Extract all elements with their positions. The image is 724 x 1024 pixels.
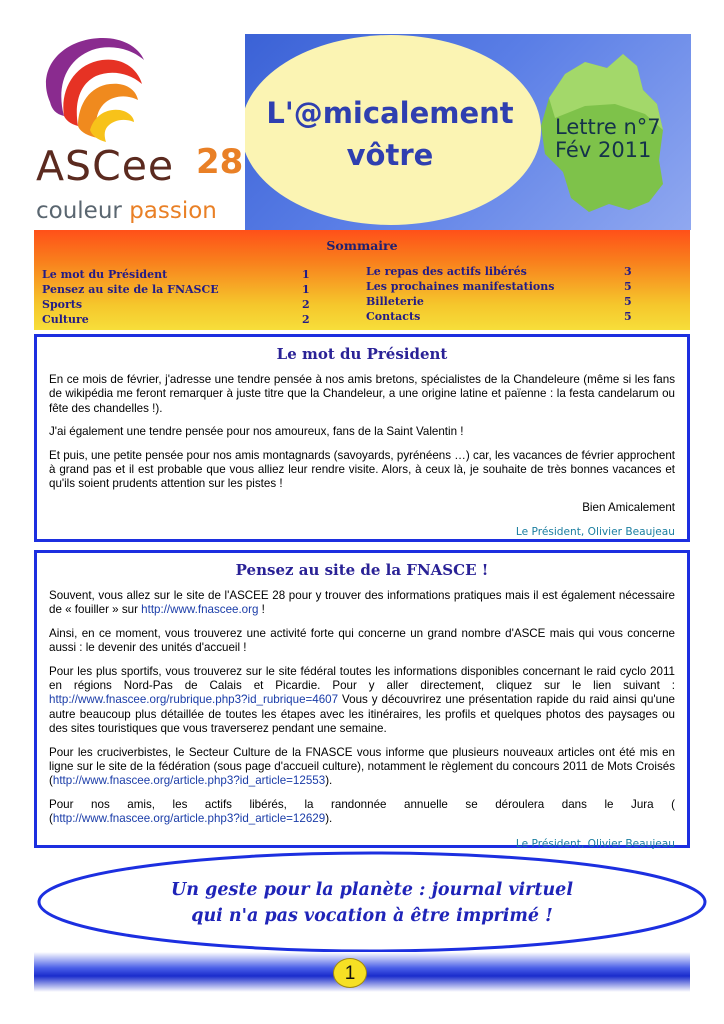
president-paragraph-3: Et puis, une petite pensée pour nos amis montagnards (savoyards, pyrénéens …) car, les vacances de février approchent à grand pas et il est probable que vous alliez leur rendre visite. Alors, à ceux là, je souhaite de très bonnes vacances et qu'ils soient prudents attention sur les pistes ! (49, 448, 675, 491)
fnasce-home-link[interactable]: http://www.fnascee.org (141, 603, 259, 617)
toc-item[interactable] (42, 283, 312, 298)
logo-number: 28 (196, 142, 244, 182)
fnasce-box (34, 550, 690, 848)
toc-item[interactable] (42, 268, 312, 283)
issue-label (555, 116, 665, 162)
toc-item-page: 2 (302, 298, 310, 311)
fnasce-paragraph-5-link-line: (http://www.fnascee.org/article.php3?id_article=12629). (49, 812, 333, 826)
title-line-1: L'@micalement (266, 96, 514, 130)
randonnee-link[interactable]: http://www.fnascee.org/article.php3?id_article=12629 (52, 812, 326, 826)
logo-name: ASCee (36, 142, 175, 190)
fnasce-paragraph-1: Souvent, vous allez sur le site de l'ASCEE 28 pour y trouver des informations pratiques mais il est également nécessaire de « fouiller » sur http://www.fnascee.org ! (49, 589, 675, 617)
mots-croises-link[interactable]: http://www.fnascee.org/article.php3?id_article=12553 (52, 774, 326, 788)
toc-item-label: Contacts (366, 310, 421, 323)
toc-item-page: 5 (624, 280, 632, 293)
table-of-contents (34, 230, 690, 330)
title-line-2: vôtre (346, 138, 434, 172)
president-heading: Le mot du Président (276, 345, 448, 363)
toc-item[interactable] (42, 313, 312, 328)
toc-item-page: 1 (302, 268, 310, 281)
fnasce-paragraph-5: Pour nos amis, les actifs libérés, la randonnée annuelle se déroulera dans le Jura ( (49, 797, 675, 811)
issue-number: Lettre n°7 (555, 115, 661, 139)
toc-item-label: Le mot du Président (42, 268, 168, 281)
toc-item-label: Billeterie (366, 295, 424, 308)
fnasce-paragraph-4: Pour les cruciverbistes, le Secteur Culture de la FNASCE vous informe que plusieurs nouveaux articles ont été mis en ligne sur le site de la fédération (sous page d'accueil culture), notamment le règlement du concours 2011 de Mots Croisés (http://www.fnascee.org/article.php3?id_article=12553). (49, 745, 675, 788)
president-message-box (34, 334, 690, 542)
toc-item-label: Pensez au site de la FNASCE (42, 283, 219, 296)
logo-tagline (36, 198, 217, 224)
issue-date: Fév 2011 (555, 138, 652, 162)
raid-cyclo-link[interactable]: http://www.fnascee.org/rubrique.php3?id_rubrique=4607 (49, 693, 339, 707)
fnasce-signature: Le Président, Olivier Beaujeau (515, 837, 675, 850)
toc-item-label: Les prochaines manifestations (366, 280, 555, 293)
toc-item[interactable] (366, 310, 636, 325)
toc-title: Sommaire (326, 238, 398, 253)
toc-item-page: 2 (302, 313, 310, 326)
toc-item-page: 5 (624, 310, 632, 323)
eco-slogan (36, 877, 708, 929)
toc-item[interactable] (366, 265, 636, 280)
newsletter-title (262, 92, 518, 176)
slogan-line-2: qui n'a pas vocation à être imprimé ! (191, 906, 553, 926)
president-paragraph-1: En ce mois de février, j'adresse une tendre pensée à nos amis bretons, spécialistes de la Chandeleure (même si les fans de wikipédia me feront remarquer à juste titre que la Chandeleur, a une origine latine et païenne : la festa candelarum ou fête des chandelles !). (49, 373, 675, 415)
fnasce-paragraph-2: Ainsi, en ce moment, vous trouverez une activité forte qui concerne un grand nombre d'ASCE mais qui vous concerne aussi : le devenir des unités d'accueil ! (49, 626, 675, 655)
fnasce-heading: Pensez au site de la FNASCE ! (235, 561, 489, 579)
page-number: 1 (333, 958, 367, 988)
toc-item-page: 3 (624, 265, 632, 278)
tagline-part-a: couleur (36, 198, 122, 224)
toc-item-label: Le repas des actifs libérés (366, 265, 527, 278)
president-signature: Le Président, Olivier Beaujeau (515, 526, 675, 539)
president-closing: Bien Amicalement (582, 500, 675, 514)
toc-item[interactable] (366, 280, 636, 295)
slogan-line-1: Un geste pour la planète : journal virtuel (171, 880, 573, 900)
toc-item-label: Culture (42, 313, 89, 326)
president-paragraph-2: J'ai également une tendre pensée pour nos amoureux, fans de la Saint Valentin ! (49, 425, 464, 439)
toc-item-label: Sports (42, 298, 83, 311)
tagline-part-b: passion (129, 198, 217, 224)
toc-item[interactable] (366, 295, 636, 310)
fnasce-paragraph-3: Pour les plus sportifs, vous trouverez sur le site fédéral toutes les informations disponibles concernant le raid cyclo 2011 en régions Nord-Pas de Calais et Picardie. Pour y aller directement, cliquez sur le lien suivant : http://www.fnascee.org/rubrique.php3?id_rubrique=4607 Vous y découvrirez une présentation rapide du raid ainsi qu'une autre beaucoup plus détaillée de toutes les étapes avec les itinéraires, les profils et quelques photos des paysages ou des sites touristiques que vous traverserez pendant une semaine. (49, 664, 675, 736)
toc-item-page: 5 (624, 295, 632, 308)
toc-item-page: 1 (302, 283, 310, 296)
toc-item[interactable] (42, 298, 312, 313)
